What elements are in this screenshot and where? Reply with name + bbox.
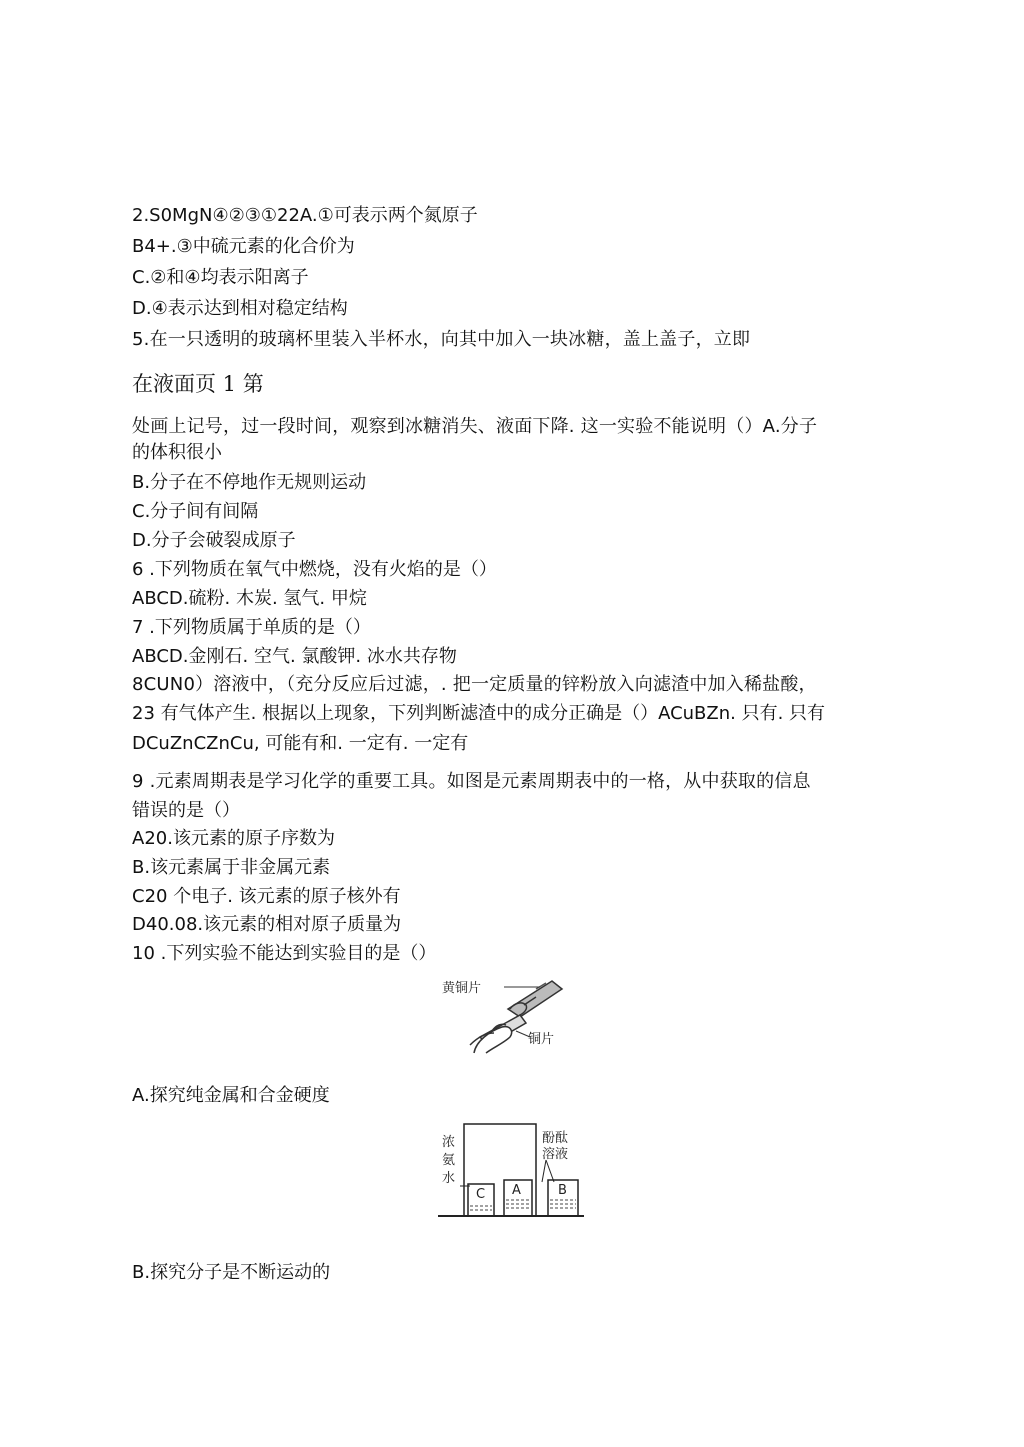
text-line-7: 处画上记号，过一段时间，观察到冰糖消失、液面下降. 这一实验不能说明（）A.分子 bbox=[132, 416, 818, 437]
text-line-12: 6 .下列物质在氧气中燃烧，没有火焰的是（） bbox=[132, 559, 497, 580]
label-ammonia-3: 水 bbox=[442, 1171, 456, 1186]
beaker-b-label: B bbox=[558, 1183, 567, 1198]
text-line-13: ABCD.硫粉. 木炭. 氢气. 甲烷 bbox=[132, 588, 367, 609]
text-line-2: B4+.③中硫元素的化合价为 bbox=[132, 236, 355, 257]
beaker-c-label: C bbox=[476, 1187, 486, 1202]
text-line-24: D40.08.该元素的相对原子质量为 bbox=[132, 914, 402, 935]
text-line-23: C20 个电子. 该元素的原子核外有 bbox=[132, 886, 401, 907]
text-line-10: C.分子间有间隔 bbox=[132, 501, 259, 522]
text-line-3: C.②和④均表示阳离子 bbox=[132, 267, 309, 288]
text-line-22: B.该元素属于非金属元素 bbox=[132, 857, 331, 878]
figure-label-copper: 铜片 bbox=[528, 1032, 555, 1047]
text-line-15: ABCD.金刚石. 空气. 氯酸钾. 冰水共存物 bbox=[132, 646, 457, 667]
option-b-caption: B.探究分子是不断运动的 bbox=[132, 1262, 331, 1283]
text-line-17: 23 有气体产生. 根据以上现象，下列判断滤渣中的成分正确是（）ACuBZn. 只有. 只有 bbox=[132, 703, 826, 724]
text-line-25: 10 .下列实验不能达到实验目的是（） bbox=[132, 943, 437, 964]
page-marker: 在液面页 1 第 bbox=[132, 372, 264, 396]
option-a-caption: A.探究纯金属和合金硬度 bbox=[132, 1085, 330, 1106]
text-line-1: 2.S0MgN④②③①22A.①可表示两个氮原子 bbox=[132, 205, 478, 226]
text-line-8: 的体积很小 bbox=[132, 442, 222, 463]
text-line-19: 9 .元素周期表是学习化学的重要工具。如图是元素周期表中的一格，从中获取的信息 bbox=[132, 771, 811, 792]
text-line-21: A20.该元素的原子序数为 bbox=[132, 828, 335, 849]
molecule-motion-experiment-figure bbox=[438, 1120, 586, 1222]
text-line-18: DCuZnCZnCu, 可能有和. 一定有. 一定有 bbox=[132, 733, 469, 754]
brass-copper-hardness-figure bbox=[440, 975, 570, 1055]
text-line-20: 错误的是（） bbox=[132, 800, 240, 821]
label-solution: 溶液 bbox=[542, 1147, 569, 1162]
text-line-5: 5.在一只透明的玻璃杯里装入半杯水，向其中加入一块冰糖，盖上盖子，立即 bbox=[132, 329, 751, 350]
text-line-16: 8CUN0）溶液中，（充分反应后过滤，. 把一定质量的锌粉放入向滤渣中加入稀盐酸， bbox=[132, 674, 817, 695]
text-line-11: D.分子会破裂成原子 bbox=[132, 530, 296, 551]
label-phenolphthalein: 酚酞 bbox=[542, 1131, 569, 1146]
beaker-a-label: A bbox=[512, 1183, 521, 1198]
label-ammonia-1: 浓 bbox=[442, 1135, 456, 1150]
text-line-4: D.④表示达到相对稳定结构 bbox=[132, 298, 348, 319]
text-line-9: B.分子在不停地作无规则运动 bbox=[132, 472, 367, 493]
label-ammonia-2: 氨 bbox=[442, 1153, 456, 1168]
figure-label-brass: 黄铜片 bbox=[442, 981, 482, 996]
text-line-14: 7 .下列物质属于单质的是（） bbox=[132, 617, 371, 638]
